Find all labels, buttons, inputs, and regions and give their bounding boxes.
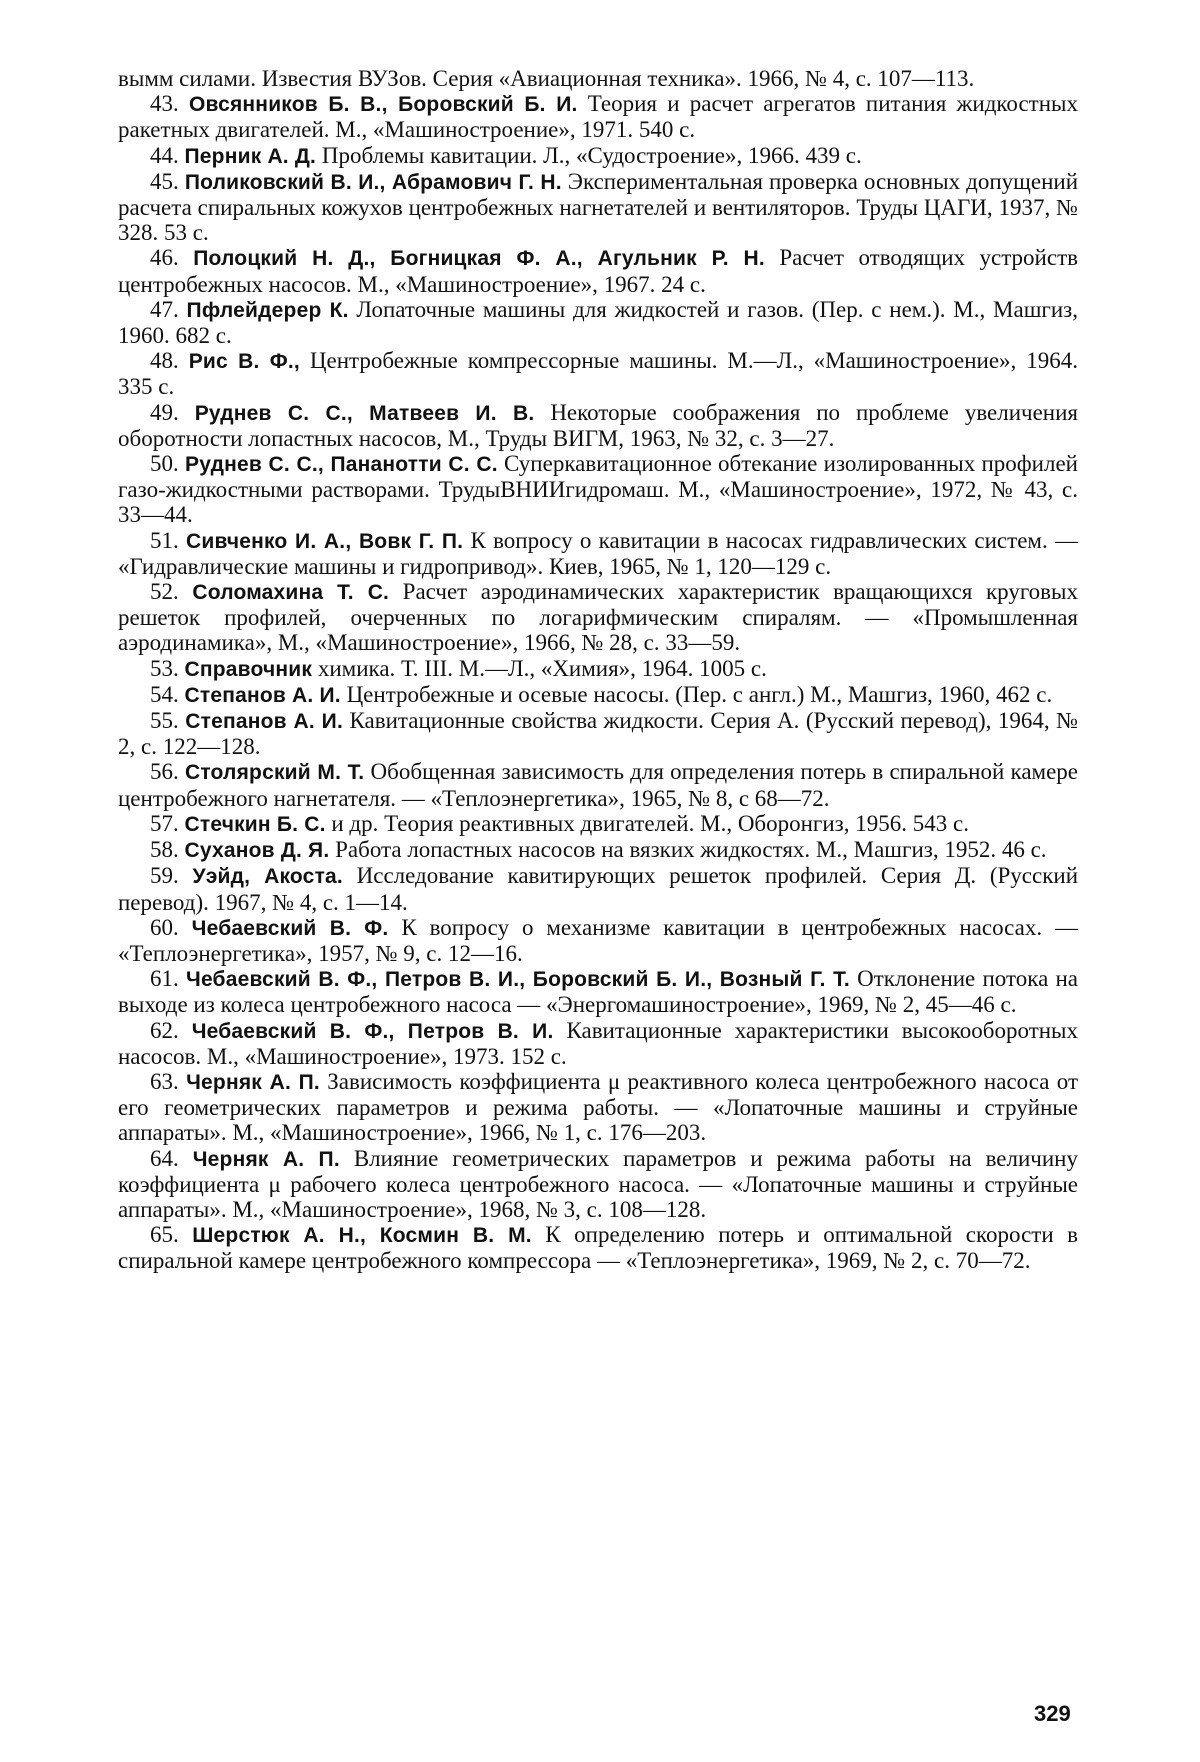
reference-authors: Чебаевский В. Ф., Петров В. И., Боровский Б. И., Возный Г. Т. [185, 968, 850, 992]
reference-authors: Соломахина Т. С. [192, 581, 390, 605]
reference-authors: Чебаевский В. Ф. [191, 916, 389, 940]
reference-text: Влияние геометрических параметров и режима работы на величину коэффициента μ рабочего колеса центробежного насоса. — «Лопаточные машины и струйные аппараты». М., «Машиностроение», 1968, № 3, с. 108—128. [118, 1145, 1078, 1222]
reference-number: 54. [150, 681, 179, 707]
reference-authors: Руднев С. С., Пананотти С. С. [185, 453, 498, 477]
reference-authors: Полоцкий Н. Д., Богницкая Ф. А., Агульник Р. Н. [193, 247, 765, 271]
reference-authors: Степанов А. И. [184, 683, 341, 707]
reference-authors: Рис В. Ф., [188, 350, 300, 374]
reference-authors: Справочник [184, 657, 313, 681]
reference-entry [118, 1018, 1078, 1069]
reference-entry [118, 169, 1078, 246]
reference-number: 64. [150, 1145, 179, 1171]
reference-authors: Степанов А. И. [185, 710, 344, 734]
reference-entry [118, 1069, 1078, 1146]
reference-authors: Уэйд, Акоста. [192, 865, 343, 889]
reference-entry [118, 1146, 1078, 1223]
reference-text: Суперкавитационное обтекание изолированных профилей газо-жидкостными растворами. ТрудыВНИИгидромаш. М., «Машиностроение», 1972, № 43, с. 33—44. [118, 451, 1078, 528]
reference-text: Центробежные и осевые насосы. (Пер. с англ.) М., Машгиз, 1960, 462 с. [340, 681, 1053, 707]
reference-authors: Овсянников Б. В., Боровский Б. И. [188, 93, 578, 117]
reference-text: и др. Теория реактивных двигателей. М., Оборонгиз, 1956. 543 с. [325, 810, 969, 836]
reference-number: 60. [150, 914, 179, 940]
reference-authors: Перник А. Д. [184, 144, 317, 168]
reference-authors: Черняк А. П. [192, 1147, 340, 1171]
reference-number: 52. [150, 579, 179, 605]
reference-number: 43. [150, 91, 179, 117]
reference-authors: Поликовский В. И., Абрамович Г. Н. [184, 170, 562, 194]
reference-text: Исследование кавитирующих решеток профилей. Серия Д. (Русский перевод). 1967, № 4, с. 1—14. [118, 863, 1079, 915]
reference-entry [118, 656, 1078, 682]
reference-continuation: вымм силами. Известия ВУЗов. Серия «Авиационная техника». 1966, № 4, с. 107—113. [118, 66, 975, 91]
reference-text: химика. Т. III. М.—Л., «Химия», 1964. 1005 с. [312, 655, 767, 681]
reference-number: 49. [150, 399, 179, 425]
page-number: 329 [1034, 1701, 1071, 1726]
reference-text: Кавитационные характеристики высокооборотных насосов. М., «Машиностроение», 1973. 152 с. [118, 1017, 1079, 1069]
reference-number: 62. [150, 1017, 179, 1043]
reference-number: 44. [150, 142, 179, 168]
reference-entry [118, 811, 1078, 837]
reference-entry [118, 863, 1078, 914]
reference-entry [118, 837, 1078, 863]
reference-number: 55. [150, 708, 179, 734]
reference-authors: Столярский М. Т. [184, 761, 365, 785]
reference-number: 47. [150, 296, 179, 322]
reference-text: К определению потерь и оптимальной скорости в спиральной камере центробежного компрессора — «Теплоэнергетика», 1969, № 2, с. 70—72. [118, 1222, 1078, 1274]
reference-authors: Черняк А. П. [186, 1070, 320, 1094]
reference-text: Отклонение потока на выходе из колеса центробежного насоса — «Энергомашиностроение», 1969, № 2, 45—46 с. [118, 966, 1079, 1018]
reference-number: 51. [150, 527, 179, 553]
reference-number: 53. [150, 655, 179, 681]
reference-entry [118, 1222, 1078, 1273]
reference-number: 46. [150, 245, 179, 271]
reference-text: Центробежные компрессорные машины. М.—Л., «Машиностроение», 1964. 335 с. [118, 348, 1078, 400]
reference-text: Теория и расчет агрегатов питания жидкостных ракетных двигателей. М., «Машиностроение», 1971. 540 с. [118, 91, 1078, 143]
reference-text: Некоторые соображения по проблеме увеличения оборотности лопастных насосов, М., Труды ВИГМ, 1963, № 32, с. 3—27. [118, 399, 1079, 451]
reference-entry [118, 759, 1078, 810]
reference-number: 56. [150, 759, 179, 785]
reference-authors: Руднев С. С., Матвеев И. В. [194, 401, 535, 425]
reference-entry [118, 682, 1078, 708]
reference-list [118, 66, 1078, 1274]
reference-text: Лопаточные машины для жидкостей и газов. (Пер. с нем.). М., Машгиз, 1960. 682 с. [118, 296, 1078, 349]
reference-authors: Чебаевский В. Ф., Петров В. И. [191, 1019, 554, 1043]
reference-number: 58. [150, 837, 179, 863]
reference-text: Работа лопастных насосов на вязких жидкостях. М., Машгиз, 1952. 46 с. [329, 837, 1047, 863]
reference-text: Кавитационные свойства жидкости. Серия А. (Русский перевод), 1964, № 2, с. 122—128. [118, 708, 1079, 760]
reference-authors: Пфлейдерер К. [186, 298, 349, 322]
reference-number: 57. [150, 810, 179, 836]
reference-text: Расчет отводящих устройств центробежных насосов. М., «Машиностроение», 1967. 24 с. [118, 245, 1078, 297]
reference-entry [118, 579, 1078, 656]
references-container [118, 91, 1078, 1273]
reference-text: Расчет аэродинамических характеристик вращающихся круговых решеток профилей, очерченных по логарифмическим спиралям. — «Промышленная аэродинамика», М., «Машиностроение», 1966, № 28, с. 33—59. [118, 579, 1078, 656]
reference-authors: Шерстюк А. Н., Космин В. М. [192, 1224, 532, 1248]
reference-text: Экспериментальная проверка основных допущений расчета спиральных кожухов центробежных нагнетателей и вентиляторов. Труды ЦАГИ, 1937, № 328. 53 с. [118, 168, 1079, 246]
reference-number: 61. [150, 966, 179, 992]
reference-entry [118, 245, 1078, 296]
reference-entry [118, 451, 1078, 528]
reference-number: 50. [150, 451, 179, 477]
reference-number: 59. [150, 863, 179, 889]
reference-text: Зависимость коэффициента μ реактивного колеса центробежного насоса от его геометрических параметров и режима работы. — «Лопаточные машины и струйные аппараты». М., «Машиностроение», 1966, № 1, с. 176—203. [118, 1068, 1078, 1146]
reference-entry [118, 708, 1078, 759]
reference-entry [118, 348, 1078, 399]
reference-authors: Суханов Д. Я. [184, 839, 330, 863]
reference-text: К вопросу о кавитации в насосах гидравлических систем. — «Гидравлические машины и гидропривод». Киев, 1965, № 1, 120—129 с. [118, 527, 1078, 579]
reference-authors: Стечкин Б. С. [184, 812, 326, 836]
reference-entry [118, 91, 1078, 142]
reference-entry [118, 915, 1078, 966]
reference-text: Обобщенная зависимость для определения потерь в спиральной камере центробежного нагнетателя. — «Теплоэнергетика», 1965, № 8, с 68—72. [118, 759, 1079, 811]
reference-text: К вопросу о механизме кавитации в центробежных насосах. — «Теплоэнергетика», 1957, № 9, с. 12—16. [118, 914, 1079, 966]
reference-entry [118, 528, 1078, 579]
reference-entry [118, 297, 1078, 348]
reference-number: 63. [150, 1068, 179, 1094]
reference-entry [118, 400, 1078, 451]
reference-number: 65. [150, 1222, 179, 1248]
reference-entry [118, 966, 1078, 1017]
reference-text: Проблемы кавитации. Л., «Судостроение», 1966. 439 с. [316, 142, 862, 168]
reference-number: 45. [150, 168, 179, 194]
reference-entry [118, 143, 1078, 169]
reference-number: 48. [150, 348, 179, 374]
reference-authors: Сивченко И. А., Вовк Г. П. [186, 529, 464, 553]
